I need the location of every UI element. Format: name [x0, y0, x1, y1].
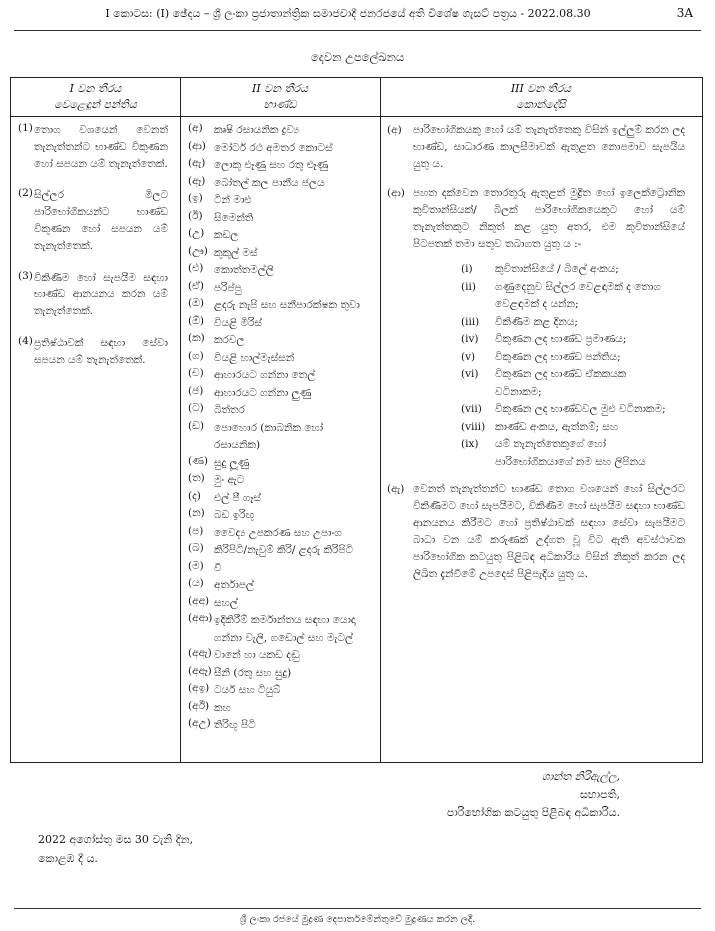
item-label: (අඅ) — [188, 594, 210, 607]
goods-item — [188, 122, 376, 140]
item-text: කුවිතාන්සියේ / බිලේ අංකය; — [495, 263, 619, 275]
receipt-detail-item — [461, 401, 685, 419]
item-label: (ග) — [188, 349, 204, 362]
goods-item — [188, 665, 376, 683]
trader-class-item — [18, 187, 174, 254]
item-text: විකුණන ලද භාණ්ඩ පන්තිය; — [495, 350, 621, 363]
signatory-org: පාරිභෝගික කටයුතු පිළිබඳ අධිකාරිය. — [446, 806, 620, 819]
item-number: (2) — [18, 187, 33, 200]
receipt-details-list — [461, 261, 685, 471]
condition-label: (අ) — [387, 124, 402, 136]
item-label: (ඕ) — [188, 314, 204, 327]
item-label: (අ) — [188, 122, 203, 134]
goods-item — [188, 402, 376, 420]
item-text: විකිණීම කළ දිනය; — [495, 315, 578, 328]
item-text: සිමෙන්ති — [214, 211, 254, 224]
goods-item — [188, 227, 376, 245]
item-number: (ii) — [461, 280, 476, 293]
goods-item — [188, 647, 376, 665]
item-text: බිත්තර — [214, 404, 245, 416]
goods-item — [188, 420, 376, 455]
item-text: විකුණන ලද භාණ්ඩ ප්‍රමාණය; — [495, 333, 627, 345]
condition-b — [387, 185, 691, 481]
item-number: (i) — [461, 263, 473, 275]
item-text: සිල්ලර මිලට පාරිභෝගිකයන්ට භාණ්ඩ විකුණන හෝ සපයන යම් තැනැත්තෙක්. — [34, 189, 168, 252]
traders-column — [18, 122, 174, 384]
schedule-title: දෙවන උපලේඛනය — [310, 50, 405, 64]
receipt-detail-item — [461, 279, 685, 314]
column-title: III වන තීරය — [510, 82, 572, 95]
item-number: (iii) — [461, 315, 480, 328]
item-text: බඩ ඉරිඟු — [214, 509, 255, 521]
condition-text: වෙනත් තැනැත්තන්ට භාණ්ඩ තොග වශයෙන් හෝ සිල්ලරට විකිණීමට හෝ සැපයීමට, විකිණීම හෝ සැපයීම සඳහා භාණ්ඩ ආනයනය කිරීමට හෝ ප්‍රතිෂ්ඨාවක් සඳහා සේවා සැපයීමට බාධා වන යම් කරුණක් උද්ගත වූ විට ඇති අවස්ථාවක පාරිභෝගික කටයුතු පිළිබඳ අධිකාරිය විසින් නිකුත් කරන ලද ලිඛිත දැන්වීමේ උපදෙස් පිළිපැදිය යුතු ය. — [413, 483, 685, 580]
condition-text: පාරිභෝගිකයකු හෝ යම් තැනැත්තෙකු විසින් ඉල්ලුම් කරන ලද භාණ්ඩ, සාධාරණ කාලසීමාවක් ඇතුළත නොපමාව සැපයිය යුතු ය. — [413, 124, 685, 170]
column-header-1 — [11, 81, 180, 113]
item-text: වියළි හාල්මැස්සන් — [214, 351, 295, 364]
item-label: (අඋ) — [188, 717, 211, 729]
item-label: (අආ) — [188, 612, 213, 624]
item-text: අර්තාපල් — [214, 579, 254, 591]
item-number: (v) — [461, 350, 476, 363]
item-text: කරවල — [214, 334, 245, 346]
column-title: II වන තීරය — [251, 82, 308, 95]
item-text: ඉදිකිරීම් කර්මාන්තය සඳහා යොදා ගන්නා වැලි, ගඩොල් සහ මැටල් — [214, 614, 356, 644]
signatory-name: ශාන්ත නිරිඇල්ල, — [541, 770, 620, 783]
condition-label: (ඇ) — [387, 483, 405, 495]
item-label: (ඔ) — [188, 297, 204, 309]
goods-item — [188, 245, 376, 263]
goods-item — [188, 367, 376, 385]
page-header — [0, 0, 715, 30]
receipt-detail-item — [461, 331, 685, 349]
item-label: (බ) — [188, 542, 204, 554]
item-text: කෘෂි රසායනික ද්‍රව්‍ය — [214, 124, 300, 136]
column-divider — [380, 78, 381, 762]
conditions-column — [387, 122, 691, 595]
item-label: (අඉ) — [188, 682, 210, 694]
item-number: (1) — [18, 122, 33, 134]
item-label: (ආ) — [188, 139, 206, 152]
item-label: (ත) — [188, 472, 205, 484]
footer-rule — [14, 908, 701, 909]
item-text: ගණුදෙනුව සිල්ලර වෙළඳාමක් ද තොග වෙළඳාමක් ද යන්න; — [495, 280, 661, 310]
item-label: (ඒ) — [188, 279, 205, 292]
item-text: කාණ්ඩ අංකය, ඇත්නම්; සහ — [495, 420, 619, 433]
item-text: එල් පී ගෑස් — [214, 491, 261, 504]
item-text: සුදු ලූණු — [214, 456, 250, 469]
item-text: ප්‍රතිෂ්ඨාවක් සඳහා සේවා සපයන යම් තැනැත්තෙක්. — [34, 336, 168, 366]
issue-date: 2022 අගෝස්තු මස 30 වැනි දින, — [38, 833, 194, 846]
item-label: (උ) — [188, 227, 205, 239]
header-divider — [11, 116, 702, 117]
item-text: සීනි (රතු සහ සුදු) — [214, 666, 292, 679]
item-label: (ඌ) — [188, 244, 208, 257]
item-label: (ද) — [188, 489, 201, 502]
item-text: මුං ඇට — [214, 474, 245, 486]
goods-item — [188, 140, 376, 158]
printer-footer: ශ්‍රී ලංකා රජයේ මුද්‍රණ දෙපාර්තමේන්තුවේ මුද්‍රණය කරන ලදී. — [239, 914, 476, 925]
condition-text: පහත දක්වෙන තොරතුරු ඇතුළත් මුද්‍රිත හෝ ඉලෙක්ට්‍රොනික කුවිතාන්සියක්/ බිලක් පාරිභෝගිකයෙකුට හෝ යම් තැනැත්තකුට නිකුත් කළ යුතු අතර, එම කුවිතාන්සියේ පිටපතක් තමා සතුව තබාගත යුතු ය :- — [413, 187, 685, 250]
item-text: තිරිඟු පිටි — [214, 719, 256, 731]
item-text: වියළි මිරිස් — [214, 316, 262, 329]
column-subtitle: කොන්දේසි — [516, 97, 566, 111]
goods-item — [188, 192, 376, 210]
goods-item — [188, 175, 376, 193]
item-text: විකුණන ලද භාණ්ඩවල මුළු වටිනාකම; — [495, 403, 666, 415]
trader-class-item — [18, 270, 174, 320]
goods-item — [188, 315, 376, 333]
item-number: (viii) — [461, 420, 486, 433]
goods-item — [188, 455, 376, 473]
issue-place: කොළඹ දී ය. — [38, 852, 98, 865]
item-text: කිරිපිටි/නැවුම් කිරි/ ළදරු කිරිපිටි — [214, 544, 354, 556]
item-text: ටින් මාළු — [214, 194, 252, 206]
item-label: (එ) — [188, 262, 204, 274]
goods-item — [188, 560, 376, 578]
item-label: (න) — [188, 507, 205, 519]
item-label: (ණ) — [188, 454, 208, 467]
item-text: කහ — [214, 701, 231, 714]
item-label: (ඇ) — [188, 157, 206, 169]
goods-item — [188, 385, 376, 403]
item-number: (3) — [18, 269, 33, 282]
goods-item — [188, 525, 376, 543]
goods-item — [188, 682, 376, 700]
item-text: පරිප්පු — [214, 281, 242, 294]
item-number: (vii) — [461, 403, 482, 415]
item-text: ආහාරයට ගන්නා ලුණු — [214, 386, 312, 399]
item-number: (ix) — [461, 438, 479, 450]
item-label: (ඊ) — [188, 209, 203, 222]
item-text: ආහාරයට ගන්නා තෙල් — [214, 369, 316, 381]
item-label: (ක) — [188, 332, 205, 344]
goods-item — [188, 472, 376, 490]
item-text: යම් තැනැත්තෙකුගේ හෝ පාරිභෝගිකයාගේ නම සහ ලිපිනය — [495, 438, 646, 468]
condition-c — [387, 481, 691, 595]
trader-class-item — [18, 122, 174, 172]
goods-item — [188, 577, 376, 595]
receipt-detail-item — [461, 349, 685, 367]
column-header-3 — [380, 81, 702, 113]
item-label: (ය) — [188, 577, 204, 589]
item-label: (ච) — [188, 367, 204, 379]
goods-item — [188, 612, 376, 647]
goods-item — [188, 262, 376, 280]
column-subtitle: වෙළෙඳුන් පන්තිය — [54, 97, 137, 111]
page-number: 3A — [676, 6, 693, 20]
goods-item — [188, 332, 376, 350]
item-number: (4) — [18, 334, 33, 347]
item-number: (vi) — [461, 368, 479, 380]
receipt-detail-item — [461, 436, 685, 471]
item-number: (iv) — [461, 333, 479, 345]
item-label: (අඊ) — [188, 699, 210, 712]
receipt-detail-item — [461, 419, 685, 437]
goods-item — [188, 157, 376, 175]
column-header-2 — [180, 81, 380, 113]
item-text: මෝටර් රථ අමතර කොටස් — [214, 141, 333, 154]
receipt-detail-item — [461, 261, 685, 279]
item-label: (ඩ) — [188, 419, 204, 432]
item-text: වී — [214, 561, 222, 574]
condition-label: (ආ) — [387, 187, 405, 199]
signatory-title: සභාපති, — [579, 788, 620, 801]
item-text: කුකුල් මස් — [214, 246, 258, 259]
item-text: කඩල — [214, 229, 239, 241]
receipt-detail-item — [461, 314, 685, 332]
column-subtitle: භාණ්ඩ — [263, 97, 297, 111]
item-text: කොත්තමල්ලි — [214, 264, 274, 276]
goods-item — [188, 297, 376, 315]
item-label: (ප) — [188, 524, 204, 537]
item-text: ළදරු නැපි සහ සනීපාරක්ෂක තුවා — [214, 299, 360, 311]
goods-item — [188, 210, 376, 228]
item-label: (ඈ) — [188, 174, 206, 187]
schedule-table — [10, 77, 703, 763]
item-text: ටයර් සහ ටියුබ් — [214, 684, 281, 696]
item-label: (අඈ) — [188, 664, 212, 677]
goods-column — [188, 122, 376, 735]
column-title: I වන තීරය — [69, 82, 122, 95]
condition-a — [387, 122, 691, 185]
column-divider — [180, 78, 181, 762]
item-text: සහල් — [214, 596, 238, 609]
goods-item — [188, 700, 376, 718]
item-text: තොග වශයෙන් වෙනත් තැනැත්තන්ට භාණ්ඩ විකුණන හෝ සපයන යම් තැනැත්තෙක්. — [34, 124, 168, 170]
item-label: (ජ) — [188, 384, 204, 397]
goods-item — [188, 280, 376, 298]
receipt-detail-item — [461, 366, 685, 401]
goods-item — [188, 717, 376, 735]
item-label: (අඇ) — [188, 647, 212, 659]
item-text: බෝතල් කල පානීය ජලය — [214, 176, 325, 189]
item-text: වානේ හා යකඩ දඬු — [214, 649, 300, 661]
item-text: විකුණන ලද භාණ්ඩ ඒකකයක වටිනාකම; — [495, 368, 627, 398]
goods-item — [188, 542, 376, 560]
goods-item — [188, 490, 376, 508]
goods-item — [188, 350, 376, 368]
goods-item — [188, 595, 376, 613]
item-label: (ට) — [188, 402, 204, 414]
item-text: විකිණීම හෝ සැපයීම සඳහා භාණ්ඩ ආනයනය කරන යම් තැනැත්තෙක්. — [34, 271, 168, 318]
item-text: පොහොර (කාබනික හෝ රසායනික) — [214, 421, 324, 451]
item-label: (ඉ) — [188, 192, 203, 204]
trader-class-item — [18, 335, 174, 369]
goods-item — [188, 507, 376, 525]
header-rule — [14, 30, 701, 31]
item-label: (ම) — [188, 559, 204, 572]
item-text: වෛද්‍ය උපකරණ සහ උපාංග — [214, 526, 342, 539]
gazette-header-text: I කොටස: (I) ඡේදය – ශ්‍රී ලංකා ප්‍රජාතාන්ත්‍රික සමාජවාදී ජනරජයේ අති විශේෂ ගැසට් පත්‍රය - 2022.08.30 — [105, 7, 591, 20]
item-text: ලොකු ළූණු සහ රතු ළූණු — [214, 159, 329, 171]
